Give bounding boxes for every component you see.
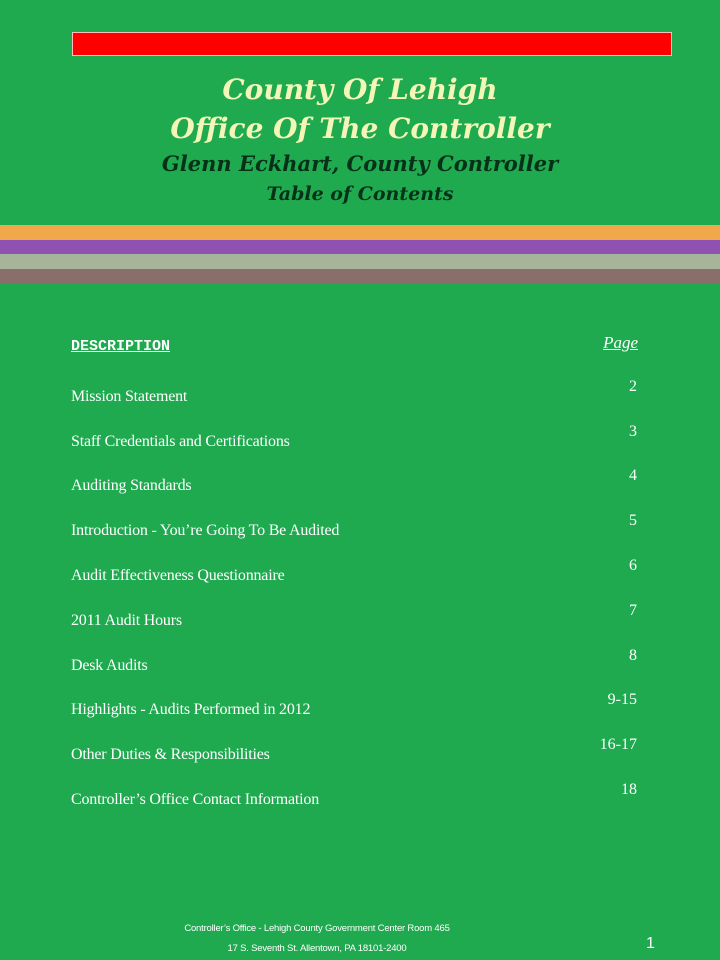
county-title: County Of Lehigh (222, 73, 498, 106)
toc-entry[interactable] (71, 693, 641, 723)
toc-entry-page: 5 (629, 512, 637, 529)
toc-entry-title: Introduction - You’re Going To Be Audited (71, 522, 340, 539)
toc-entry[interactable] (71, 425, 641, 455)
toc-entry-page: 2 (629, 378, 637, 395)
toc-entry[interactable] (71, 559, 641, 589)
toc-entry-page: 3 (629, 423, 637, 440)
toc-entry-title: Highlights - Audits Performed in 2012 (71, 701, 311, 718)
toc-entry-page: 16-17 (599, 736, 637, 753)
toc-entry-page: 9-15 (607, 691, 637, 708)
toc-entry-page: 4 (629, 467, 637, 484)
toc-entry-title: Audit Effectiveness Questionnaire (71, 567, 285, 584)
toc-entry-title: Controller’s Office Contact Information (71, 791, 319, 808)
toc-entry-title: Staff Credentials and Certifications (71, 433, 290, 450)
toc-entry-page: 8 (629, 647, 637, 664)
toc-entry[interactable] (71, 604, 641, 634)
toc-entry[interactable] (71, 783, 641, 813)
toc-entry-title: Mission Statement (71, 388, 188, 405)
toc-entry[interactable] (71, 469, 641, 499)
footer-address-line: 17 S. Seventh St. Allentown, PA 18101-2400 (227, 943, 407, 954)
description-column-header: DESCRIPTION (71, 338, 171, 355)
toc-entry-page: 7 (629, 602, 637, 619)
page-number: 1 (646, 935, 655, 952)
toc-entry-page: 18 (621, 781, 637, 798)
office-title: Office Of The Controller (170, 112, 550, 145)
page-footer (0, 920, 634, 960)
page-column-header: Page (603, 333, 638, 352)
toc-entry[interactable] (71, 380, 641, 410)
toc-entry-page: 6 (629, 557, 637, 574)
toc-entry-title: 2011 Audit Hours (71, 612, 182, 629)
toc-entry-title: Auditing Standards (71, 477, 192, 494)
controller-name: Glenn Eckhart, County Controller (161, 151, 559, 176)
toc-entry[interactable] (71, 514, 641, 544)
footer-office-line: Controller’s Office - Lehigh County Government Center Room 465 (184, 923, 450, 934)
toc-title: Table of Contents (266, 183, 454, 205)
toc-entry-title: Other Duties & Responsibilities (71, 746, 270, 763)
toc-entry[interactable] (71, 649, 641, 679)
toc-entry-title: Desk Audits (71, 657, 148, 674)
toc-entry[interactable] (71, 738, 641, 768)
